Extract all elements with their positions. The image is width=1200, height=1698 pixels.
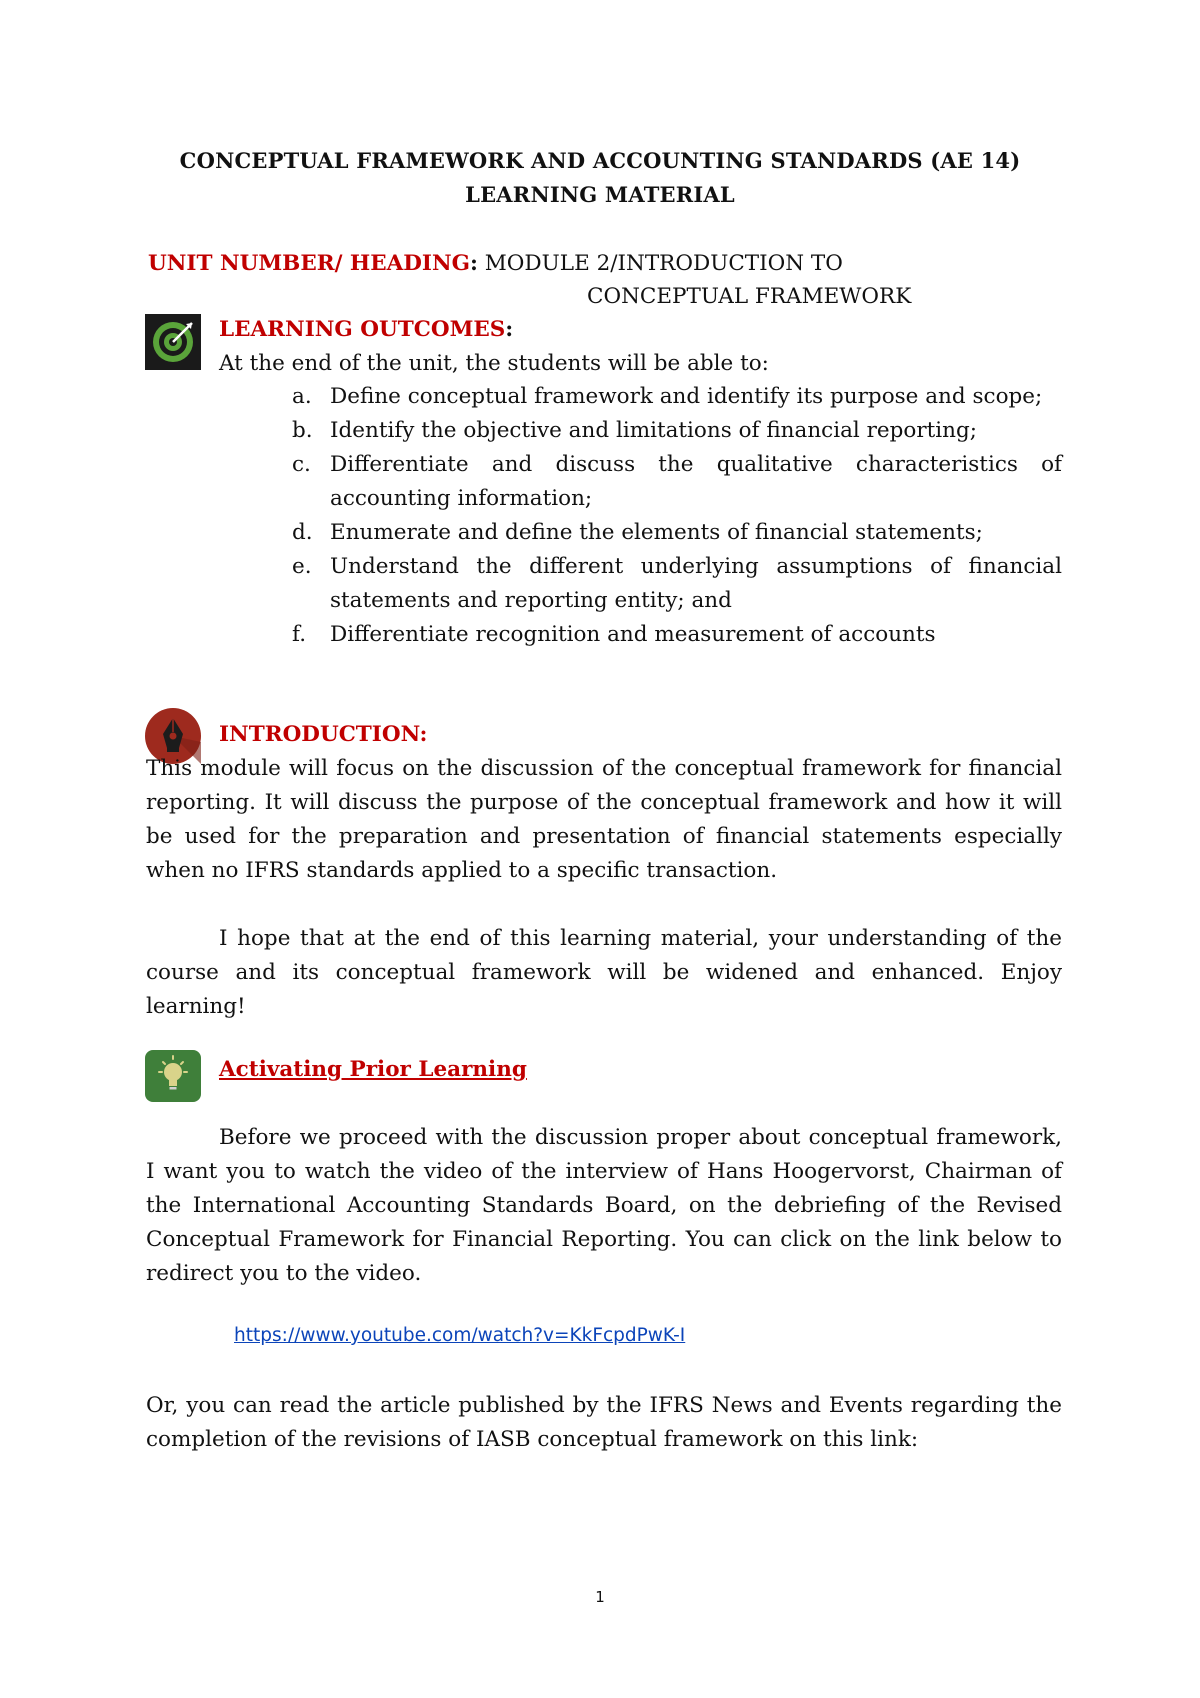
learning-outcomes-list (292, 380, 1062, 652)
learning-outcomes-intro: At the end of the unit, the students will be able to: (219, 351, 769, 376)
lightbulb-icon (145, 1048, 201, 1104)
list-item: b. Identify the objective and limitations of financial reporting; (292, 418, 977, 443)
list-item: a. Define conceptual framework and identify its purpose and scope; (292, 384, 1043, 409)
list-item: e. Understand the different underlying assumptions of financial statements and reporting entity; and (292, 554, 1062, 613)
unit-heading-colon: : (470, 251, 478, 276)
list-item: d. Enumerate and define the elements of financial statements; (292, 520, 983, 545)
introduction-heading: INTRODUCTION: (219, 722, 428, 747)
target-icon (145, 314, 201, 370)
list-item: c. Differentiate and discuss the qualitative characteristics of accounting information; (292, 452, 1062, 511)
unit-heading (148, 247, 843, 281)
activating-prior-learning-heading: Activating Prior Learning (219, 1057, 527, 1082)
list-item: f. Differentiate recognition and measurement of accounts (292, 622, 936, 647)
introduction-paragraph: This module will focus on the discussion of the conceptual framework for financial reporting. It will discuss the purpose of the conceptual framework and how it will be used for the preparation and presentation of financial statements especially when no IFRS standards applied to a specific transaction. (146, 756, 1062, 883)
document-subtitle: LEARNING MATERIAL (465, 182, 735, 207)
learning-outcomes-heading: LEARNING OUTCOMES: (219, 317, 514, 342)
article-paragraph: Or, you can read the article published by the IFRS News and Events regarding the completion of the revisions of IASB conceptual framework on this link: (146, 1393, 1062, 1452)
introduction-paragraph-2: I hope that at the end of this learning material, your understanding of the course and its conceptual framework will be widened and enhanced. Enjoy learning! (146, 926, 1062, 1019)
unit-heading-label: UNIT NUMBER/ HEADING (148, 251, 471, 276)
video-link[interactable]: https://www.youtube.com/watch?v=KkFcpdPwK-I (234, 1325, 686, 1346)
unit-heading-value: MODULE 2/INTRODUCTION TO (477, 251, 843, 276)
page-number: 1 (595, 1588, 605, 1606)
prior-learning-paragraph: Before we proceed with the discussion proper about conceptual framework, I want you to watch the video of the interview of Hans Hoogervorst, Chairman of the International Accounting Standards Board, on the debriefing of the Revised Conceptual Framework for Financial Reporting. You can click on the link below to redirect you to the video. (146, 1125, 1062, 1286)
document-title: CONCEPTUAL FRAMEWORK AND ACCOUNTING STANDARDS (AE 14) (179, 148, 1021, 173)
unit-heading-value-continued: CONCEPTUAL FRAMEWORK (587, 284, 912, 309)
